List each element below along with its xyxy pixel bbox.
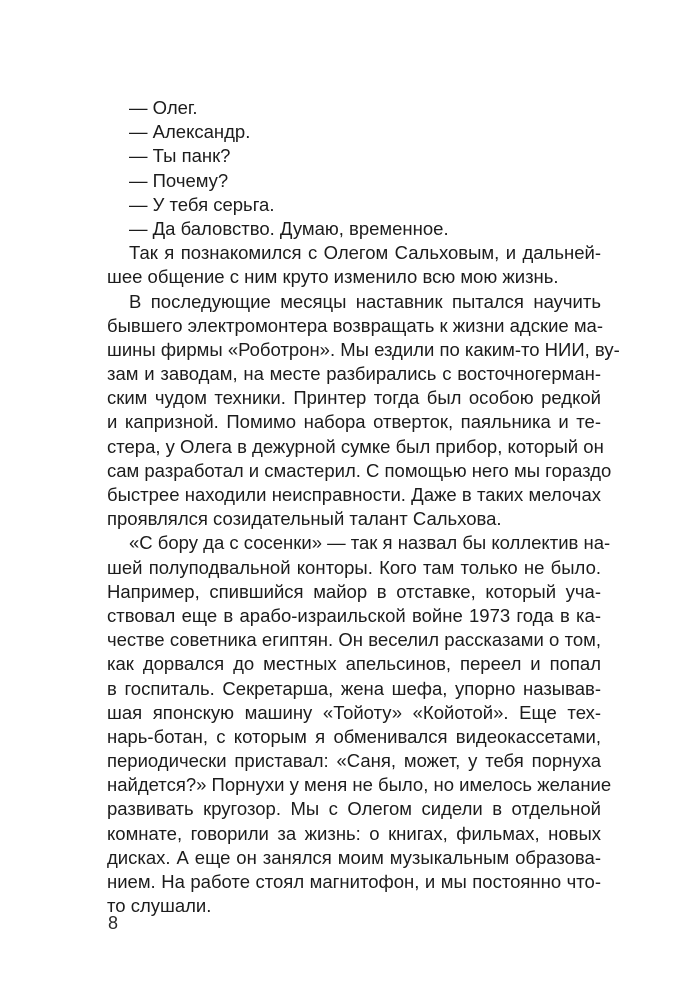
text-line: «С бору да с сосенки» — так я назвал бы коллектив на- — [129, 532, 611, 554]
text-line: шая японскую машину «Тойоту» «Койотой». Еще тех- — [107, 701, 601, 723]
text-line: проявлялся созидательный талант Сальхова. — [107, 508, 502, 530]
text-line: как дорвался до местных апельсинов, переел и попал — [107, 653, 601, 675]
text-line: — Ты панк? — [129, 145, 231, 167]
text-line: — Да баловство. Думаю, временное. — [129, 217, 449, 239]
text-line: Так я познакомился с Олегом Сальховым, и дальней- — [129, 242, 601, 264]
text-line: — Александр. — [129, 121, 251, 143]
text-line: ским чудом техники. Принтер тогда был особою редкой — [107, 387, 601, 409]
text-line: сам разработал и смастерил. С помощью него мы гораздо — [107, 459, 612, 481]
body-text — [107, 96, 620, 918]
text-line: ствовал еще в арабо-израильской войне 1973 года в ка- — [107, 604, 601, 626]
text-line: и капризной. Помимо набора отверток, паяльника и те- — [107, 411, 601, 433]
text-line: зам и заводам, на месте разбирались с восточногерман- — [107, 363, 601, 385]
text-line: нарь-ботан, с которым я обменивался видеокассетами, — [107, 725, 601, 747]
text-line: в госпиталь. Секретарша, жена шефа, упорно называв- — [107, 677, 601, 699]
text-line: развивать кругозор. Мы с Олегом сидели в отдельной — [107, 798, 601, 820]
text-line: дисках. А еще он занялся моим музыкальным образова- — [107, 846, 601, 868]
text-line: — У тебя серьга. — [129, 193, 275, 215]
text-line: нием. На работе стоял магнитофон, и мы постоянно что- — [107, 871, 601, 892]
text-line: шины фирмы «Роботрон». Мы ездили по каким-то НИИ, ву- — [107, 338, 620, 360]
text-line: то слушали. — [107, 895, 212, 917]
text-line: бывшего электромонтера возвращать к жизни адские ма- — [107, 314, 604, 336]
text-line: стера, у Олега в дежурной сумке был прибор, который он — [107, 435, 604, 457]
text-line: комнате, говорили за жизнь: о книгах, фильмах, новых — [107, 822, 601, 844]
text-line: шей полуподвальной конторы. Кого там только не было. — [107, 556, 601, 578]
text-line: быстрее находили неисправности. Даже в таких мелочах — [107, 484, 601, 505]
page-number: 8 — [108, 913, 119, 933]
text-line: — Почему? — [129, 169, 229, 191]
text-line: честве советника египтян. Он веселил рассказами о том, — [107, 629, 601, 651]
text-line: найдется?» Порнухи у меня не было, но имелось желание — [107, 774, 612, 796]
text-line: Например, спившийся майор в отставке, который уча- — [107, 580, 601, 602]
text-line: В последующие месяцы наставник пытался научить — [129, 290, 601, 312]
text-line: периодически приставал: «Саня, может, у тебя порнуха — [107, 750, 601, 772]
text-line: шее общение с ним круто изменило всю мою жизнь. — [107, 266, 559, 288]
text-line: — Олег. — [129, 97, 198, 118]
